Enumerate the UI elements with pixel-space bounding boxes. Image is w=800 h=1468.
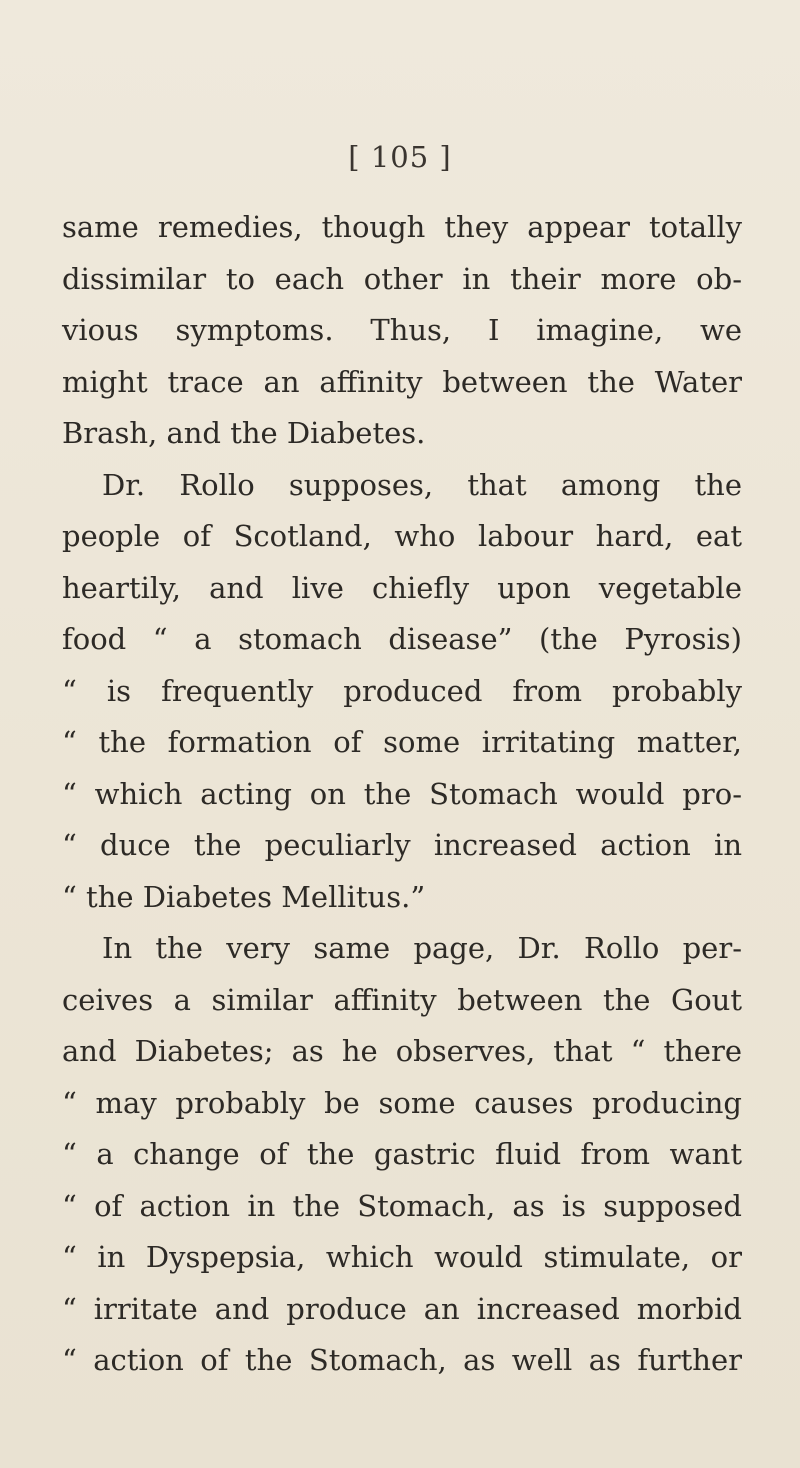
text-line: “ a change of the gastric fluid from want: [62, 1137, 742, 1171]
text-line: “ the formation of some irritating matter,: [62, 725, 742, 759]
text-line: dissimilar to each other in their more ob-: [62, 261, 742, 296]
text-line: might trace an affinity between the Water: [62, 364, 742, 399]
text-line: “ in Dyspepsia, which would stimulate, or: [62, 1240, 742, 1274]
body-text: [62, 202, 742, 1387]
text-line: “ duce the peculiarly increased action in: [62, 828, 742, 862]
text-line: vious symptoms. Thus, I imagine, we: [62, 313, 742, 347]
text-line: “ irritate and produce an increased morbid: [62, 1291, 742, 1326]
text-line: same remedies, though they appear totally: [62, 210, 742, 244]
text-line: “ of action in the Stomach, as is supposed: [62, 1188, 742, 1223]
text-line: “ which acting on the Stomach would pro-: [62, 776, 742, 811]
text-line: “ may probably be some causes producing: [62, 1085, 742, 1120]
text-line: Dr. Rollo supposes, that among the: [102, 467, 742, 502]
page-number: [ 105 ]: [348, 140, 452, 174]
text-line: and Diabetes; as he observes, that “ there: [62, 1034, 742, 1068]
text-line: “ action of the Stomach, as well as further: [62, 1343, 742, 1377]
text-line: In the very same page, Dr. Rollo per-: [102, 931, 742, 965]
text-line: people of Scotland, who labour hard, eat: [62, 519, 742, 553]
text-line: heartily, and live chiefly upon vegetable: [62, 570, 742, 605]
text-line: ceives a similar affinity between the Gout: [62, 982, 742, 1017]
text-line: “ the Diabetes Mellitus.”: [62, 879, 426, 914]
text-line: “ is frequently produced from probably: [62, 673, 742, 708]
text-line: food “ a stomach disease” (the Pyrosis): [62, 622, 742, 656]
text-line: Brash, and the Diabetes.: [62, 416, 426, 450]
